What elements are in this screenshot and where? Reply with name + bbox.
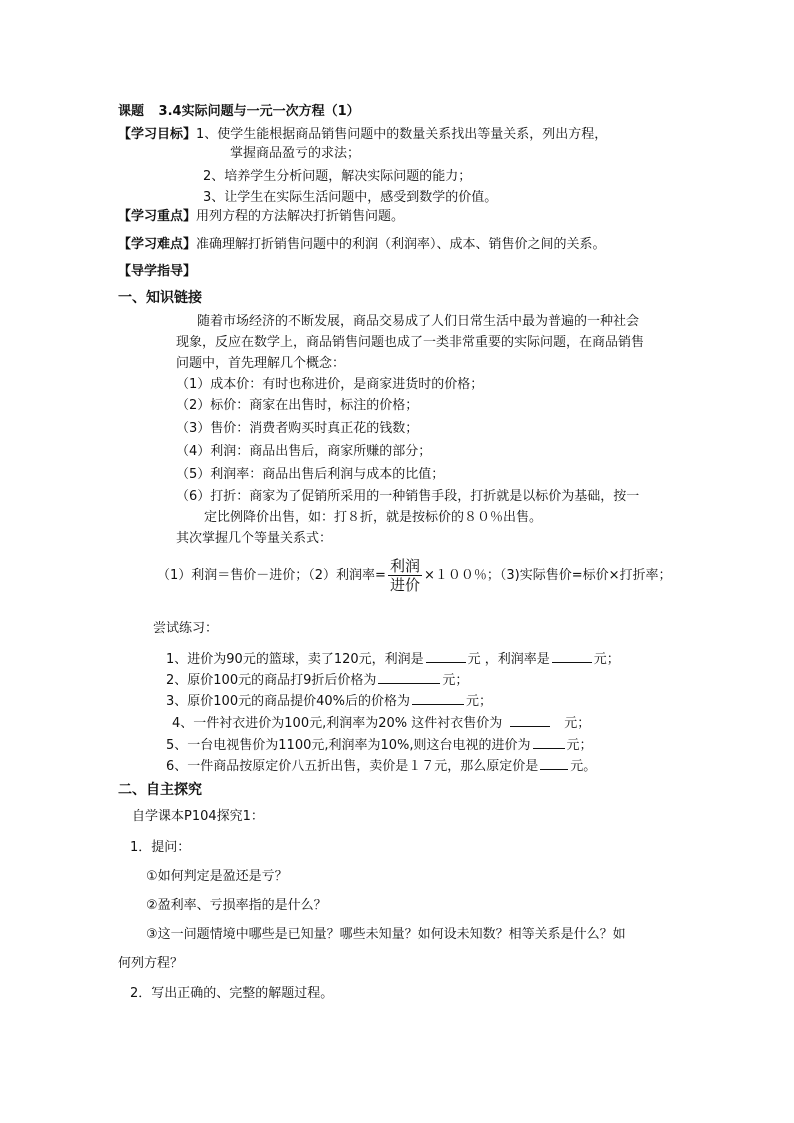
question-text: 3、原价100元的商品提价40%后的价格为 [166, 694, 410, 709]
practice-question-4 [172, 712, 590, 733]
difficulty-text: 准确理解打折销售问题中的利润（利润率）、成本、销售价之间的关系。 [196, 237, 606, 252]
difficulty-row [118, 236, 606, 254]
question-text: 5、一台电视售价为1100元,利润率为10%,则这台电视的进价为 [166, 738, 531, 753]
difficulty-label: 【学习难点】 [118, 237, 197, 252]
question-text: 元； [593, 652, 620, 667]
relations-intro: 其次掌握几个等量关系式： [176, 531, 333, 546]
concept-item: （5）利润率：商品出售后利润与成本的比值； [176, 467, 445, 482]
question-text: 元； [566, 738, 593, 753]
question-text: 4、一件衬衣进价为100元,利润率为20% 这件衬衣售价为 [172, 716, 503, 731]
question-text: 1、进价为90元的篮球，卖了120元，利润是 [166, 652, 424, 667]
question-text: 元 ，利润率是 [467, 652, 550, 667]
practice-question-3 [166, 690, 492, 711]
question-text: 元。 [570, 759, 597, 774]
intro-line-3: 问题中，首先理解几个概念： [176, 356, 346, 371]
question-text: 6、一件商品按原定价八五折出售，卖价是１７元，那么原定价是 [166, 759, 539, 774]
formula-part-1: （1）利润＝售价－进价；（2）利润率= [157, 568, 386, 583]
objective-1-line-1: 1、使学生能根据商品销售问题中的数量关系找出等量关系，列出方程， [196, 127, 608, 142]
question-text: 元； [564, 716, 591, 731]
focus-row [118, 208, 404, 226]
objectives-row [118, 126, 607, 144]
question-3-line-2: 何列方程？ [118, 956, 184, 971]
intro-line-2: 现象，反应在数学上，商品销售问题也成了一类非常重要的实际问题，在商品销售 [176, 335, 645, 350]
objectives-label: 【学习目标】 [118, 127, 197, 142]
intro-line-1: 随着市场经济的不断发展，商品交易成了人们日常生活中最为普遍的一种社会 [197, 314, 640, 329]
course-heading [118, 103, 360, 121]
fraction-numerator: 利润 [389, 557, 420, 575]
answer-blank[interactable] [540, 755, 568, 770]
question-text: 2、原价100元的商品打9折后价格为 [166, 673, 377, 688]
question-3-line-1: ③这一问题情境中哪些是已知量？哪些未知量？如何设未知数？相等关系是什么？如 [146, 927, 626, 942]
practice-question-6 [166, 755, 596, 776]
concept-item: （1）成本价：有时也称进价，是商家进货时的价格； [176, 377, 484, 392]
answer-blank[interactable] [378, 669, 440, 684]
section-2-title: 二、自主探究 [118, 782, 202, 798]
objective-1-line-2: 掌握商品盈亏的求法； [230, 146, 361, 161]
concept-item: （3）售价：消费者购买时真正花的钱数； [176, 421, 419, 436]
question-text: 元； [442, 673, 469, 688]
objective-2: 2、培养学生分析问题，解决实际问题的能力； [203, 169, 472, 184]
focus-text: 用列方程的方法解决打折销售问题。 [196, 209, 405, 224]
practice-title: 尝试练习： [153, 621, 219, 636]
formula-row [157, 556, 671, 596]
question-1: ①如何判定是盈还是亏？ [146, 869, 288, 884]
answer-blank[interactable] [412, 690, 464, 705]
question-2: ②盈利率、亏损率指的是什么？ [146, 898, 327, 913]
answer-blank[interactable] [426, 648, 466, 663]
focus-label: 【学习重点】 [118, 209, 197, 224]
course-title: 3.4实际问题与一元一次方程（1） [158, 104, 360, 119]
step-1: 1．提问： [130, 840, 191, 855]
concept-item: 定比例降价出售，如：打８折，就是按标价的８０％出售。 [204, 510, 543, 525]
question-text: 元； [465, 694, 492, 709]
profit-rate-fraction [388, 557, 422, 594]
answer-blank[interactable] [552, 648, 592, 663]
concept-item: （2）标价：商家在出售时，标注的价格； [176, 398, 419, 413]
fraction-denominator: 进价 [389, 576, 420, 594]
concept-item: （4）利润：商品出售后，商家所赚的部分； [176, 444, 432, 459]
practice-question-5 [166, 734, 593, 755]
formula-part-2: ×１００％；（3)实际售价=标价×打折率； [423, 568, 672, 583]
answer-blank[interactable] [510, 712, 550, 727]
course-label: 课题 [118, 104, 145, 119]
guide-label: 【导学指导】 [118, 264, 197, 279]
practice-question-1 [166, 648, 620, 669]
concept-item: （6）打折：商家为了促销所采用的一种销售手段，打折就是以标价为基础，按一 [176, 489, 640, 504]
self-study-line: 自学课本P104探究1： [132, 809, 264, 824]
step-2: 2．写出正确的、完整的解题过程。 [130, 986, 334, 1001]
objective-3: 3、让学生在实际生活问题中，感受到数学的价值。 [203, 190, 498, 205]
practice-question-2 [166, 669, 468, 690]
answer-blank[interactable] [533, 734, 565, 749]
section-1-title: 一、知识链接 [118, 290, 202, 306]
